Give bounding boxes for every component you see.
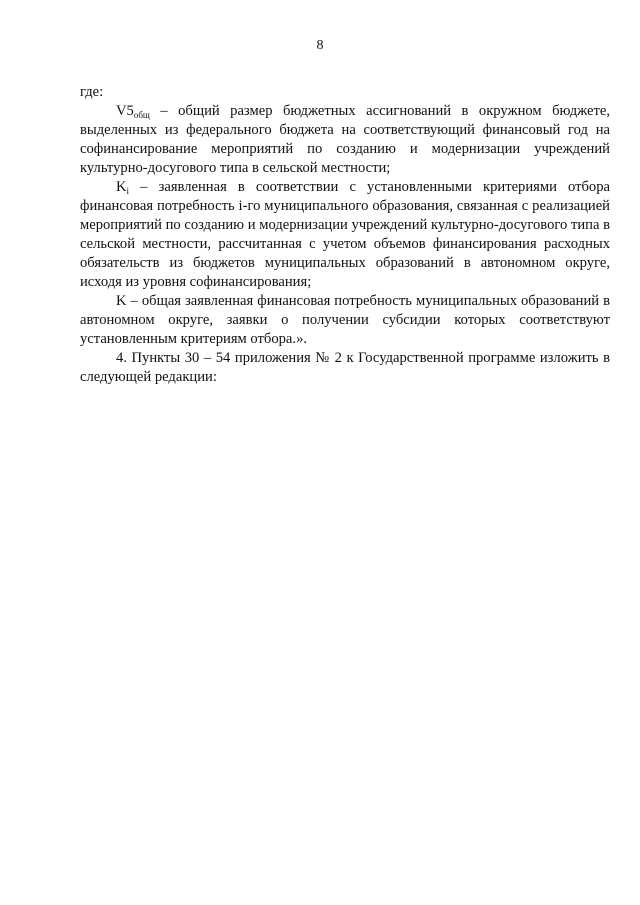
ki-definition-text: – заявленная в соответствии с установленными критериями отбора финансовая потребность i-го муниципального образования, связанная с реализацией мероприятий по созданию и модернизации учреждений культурно-досугового типа в сельской местности, рассчитанная с учетом объемов финансирования расходных обязательств из бюджетов муниципальных образований в автономном округе, исходя из уровня софинансирования;	[80, 179, 610, 290]
v5-symbol: V5	[116, 103, 134, 119]
definition-k: K – общая заявленная финансовая потребность муниципальных образований в автономном округе, заявки о получении субсидии которых соответствуют установленным критериям отбора.».	[80, 293, 610, 347]
definition-v5	[80, 102, 610, 178]
definition-ki	[80, 178, 610, 292]
v5-subscript: общ	[133, 110, 150, 120]
ki-symbol: K	[116, 179, 127, 195]
item-4-paragraph: 4. Пункты 30 – 54 приложения № 2 к Государственной программе изложить в следующей редакции:	[80, 350, 610, 385]
page-number: 8	[316, 38, 324, 53]
document-body	[80, 83, 610, 387]
ki-subscript: i	[126, 186, 130, 196]
v5-definition-text: – общий размер бюджетных ассигнований в окружном бюджете, выделенных из федерального бюджета на соответствующий финансовый год на софинансирование мероприятий по созданию и модернизации учреждений культурно-досугового типа в сельской местности;	[80, 103, 610, 176]
intro-line: где:	[80, 84, 104, 100]
